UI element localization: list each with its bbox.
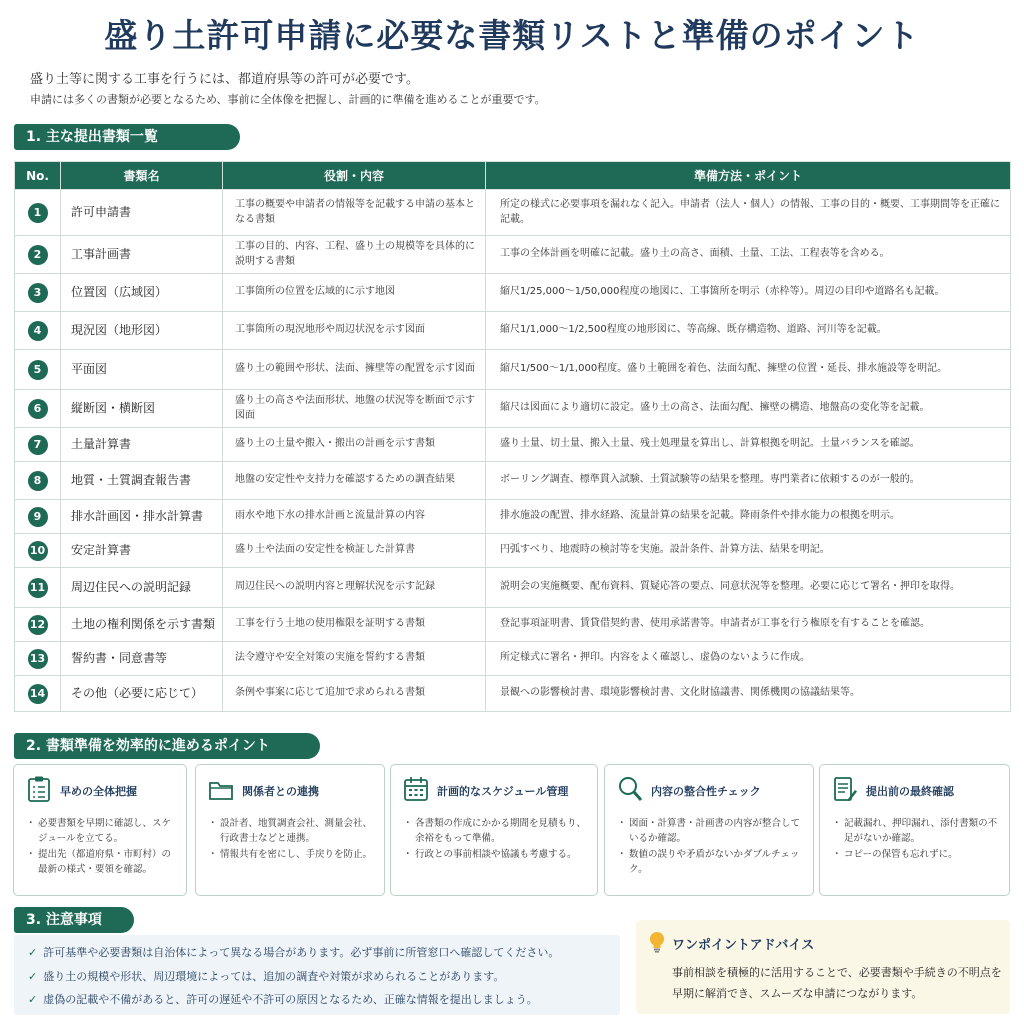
tip-card (604, 764, 814, 896)
prep-cell: 排水施設の配置、排水経路、流量計算の結果を記載。降雨条件や排水能力の根拠を明示。 (486, 500, 1011, 534)
document-name-cell: 土地の権利関係を示す書類 (61, 608, 223, 642)
folder-icon (208, 775, 234, 803)
prep-cell: 縮尺1/25,000〜1/50,000程度の地図に、工事箇所を明示（赤枠等）。周辺の目印や道路名も記載。 (486, 274, 1011, 312)
role-cell: 地盤の安定性や支持力を確認するための調査結果 (223, 462, 486, 500)
row-number-cell (15, 676, 61, 712)
table-row (15, 190, 1011, 236)
tip-card (390, 764, 598, 896)
document-name-cell: 縦断図・横断図 (61, 390, 223, 428)
col-header-no: No. (15, 162, 61, 190)
tip-card-title: 提出前の最終確認 (866, 785, 954, 798)
tip-item: ・ 設計者、地質調査会社、測量会社、行政書士などと連携。 (210, 817, 376, 846)
prep-cell: 縮尺1/500〜1/1,000程度。盛り土範囲を着色、法面勾配、擁壁の位置・延長、排水施設等を明記。 (486, 350, 1011, 390)
prep-cell: 縮尺は図面により適切に設定。盛り土の高さ、法面勾配、擁壁の構造、地盤高の変化等を記載。 (486, 390, 1011, 428)
check-icon: ✓ (28, 970, 38, 983)
row-number-cell (15, 568, 61, 608)
row-number-badge: 9 (28, 507, 48, 527)
tip-list (28, 817, 178, 880)
document-name-cell: 排水計画図・排水計算書 (61, 500, 223, 534)
document-name-cell: 許可申請書 (61, 190, 223, 236)
documents-table (14, 161, 1011, 712)
table-row (15, 642, 1011, 676)
tip-card-title: 計画的なスケジュール管理 (437, 785, 569, 798)
prep-cell: 登記事項証明書、賃貸借契約書、使用承諾書等。申請者が工事を行う権原を有することを確認。 (486, 608, 1011, 642)
row-number-cell (15, 534, 61, 568)
advice-title: ワンポイントアドバイス (672, 938, 815, 953)
tip-item: ・ 必要書類を早期に確認し、スケジュールを立てる。 (28, 817, 178, 846)
role-cell: 周辺住民への説明内容と理解状況を示す記録 (223, 568, 486, 608)
magnifier-icon (617, 775, 643, 803)
role-cell: 法令遵守や安全対策の実施を誓約する書類 (223, 642, 486, 676)
row-number-cell (15, 350, 61, 390)
table-row (15, 312, 1011, 350)
role-cell: 盛り土の範囲や形状、法面、擁壁等の配置を示す図面 (223, 350, 486, 390)
section-1-heading: 1. 主な提出書類一覧 (14, 124, 240, 150)
table-row (15, 534, 1011, 568)
table-row (15, 676, 1011, 712)
col-header-prep: 準備方法・ポイント (486, 162, 1011, 190)
col-header-name: 書類名 (61, 162, 223, 190)
document-name-cell: 工事計画書 (61, 236, 223, 274)
prep-cell: 所定様式に署名・押印。内容をよく確認し、虚偽のないように作成。 (486, 642, 1011, 676)
tip-card-title: 関係者との連携 (242, 785, 319, 798)
tip-item: ・ 提出先（都道府県・市町村）の最新の様式・要領を確認。 (28, 848, 178, 877)
row-number-badge: 10 (28, 541, 48, 561)
table-row (15, 274, 1011, 312)
row-number-badge: 14 (28, 684, 48, 704)
role-cell: 盛り土や法面の安定性を検証した計算書 (223, 534, 486, 568)
document-name-cell: 誓約書・同意書等 (61, 642, 223, 676)
row-number-cell (15, 500, 61, 534)
row-number-badge: 12 (28, 615, 48, 635)
table-row (15, 390, 1011, 428)
table-row (15, 428, 1011, 462)
document-name-cell: 平面図 (61, 350, 223, 390)
document-name-cell: 周辺住民への説明記録 (61, 568, 223, 608)
section-2-heading: 2. 書類準備を効率的に進めるポイント (14, 733, 320, 759)
prep-cell: 縮尺1/1,000〜1/2,500程度の地形図に、等高線、既存構造物、道路、河川等を記載。 (486, 312, 1011, 350)
tip-card (13, 764, 187, 896)
tip-card (195, 764, 385, 896)
document-name-cell: その他（必要に応じて） (61, 676, 223, 712)
tip-item: ・ 各書類の作成にかかる期間を見積もり、余裕をもって準備。 (405, 817, 589, 846)
tip-item: ・ 数値の誤りや矛盾がないかダブルチェック。 (619, 848, 805, 877)
row-number-cell (15, 312, 61, 350)
prep-cell: ボーリング調査、標準貫入試験、土質試験等の結果を整理。専門業者に依頼するのが一般的。 (486, 462, 1011, 500)
row-number-cell (15, 462, 61, 500)
tip-item: ・ コピーの保管も忘れずに。 (834, 848, 1001, 863)
table-row (15, 236, 1011, 274)
tip-item: ・ 行政との事前相談や協議も考慮する。 (405, 848, 589, 863)
prep-cell: 説明会の実施概要、配布資料、質疑応答の要点、同意状況等を整理。必要に応じて署名・押印を取得。 (486, 568, 1011, 608)
row-number-cell (15, 190, 61, 236)
tip-card (819, 764, 1010, 896)
row-number-badge: 6 (28, 399, 48, 419)
row-number-cell (15, 236, 61, 274)
table-row (15, 462, 1011, 500)
document-name-cell: 位置図（広域図） (61, 274, 223, 312)
tip-card-title: 内容の整合性チェック (651, 785, 761, 798)
row-number-badge: 7 (28, 435, 48, 455)
tip-item: ・ 情報共有を密にし、手戻りを防止。 (210, 848, 376, 863)
prep-cell: 工事の全体計画を明確に記載。盛り土の高さ、面積、土量、工法、工程表等を含める。 (486, 236, 1011, 274)
row-number-cell (15, 390, 61, 428)
document-name-cell: 安定計算書 (61, 534, 223, 568)
lightbulb-icon (646, 930, 668, 954)
table-row (15, 608, 1011, 642)
check-icon: ✓ (28, 946, 38, 959)
clipboard-checklist-icon (26, 775, 52, 803)
prep-cell: 所定の様式に必要事項を漏れなく記入。申請者（法人・個人）の情報、工事の目的・概要、工事期間等を正確に記載。 (486, 190, 1011, 236)
role-cell: 工事の概要や申請者の情報等を記載する申請の基本となる書類 (223, 190, 486, 236)
row-number-badge: 2 (28, 245, 48, 265)
tip-item: ・ 図面・計算書・計画書の内容が整合しているか確認。 (619, 817, 805, 846)
row-number-badge: 8 (28, 471, 48, 491)
row-number-cell (15, 642, 61, 676)
document-edit-icon (832, 775, 858, 803)
row-number-cell (15, 428, 61, 462)
section-3-heading: 3. 注意事項 (14, 907, 134, 933)
note-item: ✓ 盛り土の規模や形状、周辺環境によっては、追加の調査や対策が求められることがあります。 (28, 970, 505, 983)
prep-cell: 景観への影響検討書、環境影響検討書、文化財協議書、関係機関の協議結果等。 (486, 676, 1011, 712)
row-number-cell (15, 274, 61, 312)
row-number-badge: 3 (28, 283, 48, 303)
note-item: ✓ 許可基準や必要書類は自治体によって異なる場合があります。必ず事前に所管窓口へ確認してください。 (28, 946, 560, 959)
tip-list (210, 817, 376, 865)
advice-body: 事前相談を積極的に活用することで、必要書類や手続きの不明点を早期に解消でき、スムーズな申請につながります。 (672, 966, 1002, 1001)
role-cell: 工事を行う土地の使用権限を証明する書類 (223, 608, 486, 642)
role-cell: 工事の目的、内容、工程、盛り土の規模等を具体的に説明する書類 (223, 236, 486, 274)
document-name-cell: 地質・土質調査報告書 (61, 462, 223, 500)
row-number-badge: 13 (28, 649, 48, 669)
role-cell: 盛り土の土量や搬入・搬出の計画を示す書類 (223, 428, 486, 462)
row-number-badge: 1 (28, 203, 48, 223)
notes-box (14, 935, 620, 1015)
table-row (15, 350, 1011, 390)
table-row (15, 500, 1011, 534)
advice-box (636, 920, 1010, 1014)
col-header-role: 役割・内容 (223, 162, 486, 190)
row-number-badge: 5 (28, 360, 48, 380)
tip-list (619, 817, 805, 880)
document-name-cell: 土量計算書 (61, 428, 223, 462)
role-cell: 工事箇所の現況地形や周辺状況を示す図面 (223, 312, 486, 350)
row-number-badge: 11 (28, 578, 48, 598)
check-icon: ✓ (28, 993, 38, 1006)
document-name-cell: 現況図（地形図） (61, 312, 223, 350)
intro-line-2: 申請には多くの書類が必要となるため、事前に全体像を把握し、計画的に準備を進めることが重要です。 (30, 93, 546, 106)
table-header-row (15, 162, 1011, 190)
row-number-cell (15, 608, 61, 642)
tip-list (834, 817, 1001, 865)
prep-cell: 盛り土量、切土量、搬入土量、残土処理量を算出し、計算根拠を明記。土量バランスを確認。 (486, 428, 1011, 462)
row-number-badge: 4 (28, 321, 48, 341)
tip-card-title: 早めの全体把握 (60, 785, 137, 798)
intro-line-1: 盛り土等に関する工事を行うには、都道府県等の許可が必要です。 (30, 72, 419, 87)
note-item: ✓ 虚偽の記載や不備があると、許可の遅延や不許可の原因となるため、正確な情報を提出しましょう。 (28, 993, 538, 1006)
role-cell: 条例や事案に応じて追加で求められる書類 (223, 676, 486, 712)
role-cell: 盛り土の高さや法面形状、地盤の状況等を断面で示す図面 (223, 390, 486, 428)
role-cell: 工事箇所の位置を広域的に示す地図 (223, 274, 486, 312)
prep-cell: 円弧すべり、地震時の検討等を実施。設計条件、計算方法、結果を明記。 (486, 534, 1011, 568)
calendar-icon (403, 775, 429, 803)
page-title: 盛り土許可申請に必要な書類リストと準備のポイント (104, 16, 920, 55)
role-cell: 雨水や地下水の排水計画と流量計算の内容 (223, 500, 486, 534)
table-row (15, 568, 1011, 608)
tip-list (405, 817, 589, 865)
tip-item: ・ 記載漏れ、押印漏れ、添付書類の不足がないか確認。 (834, 817, 1001, 846)
